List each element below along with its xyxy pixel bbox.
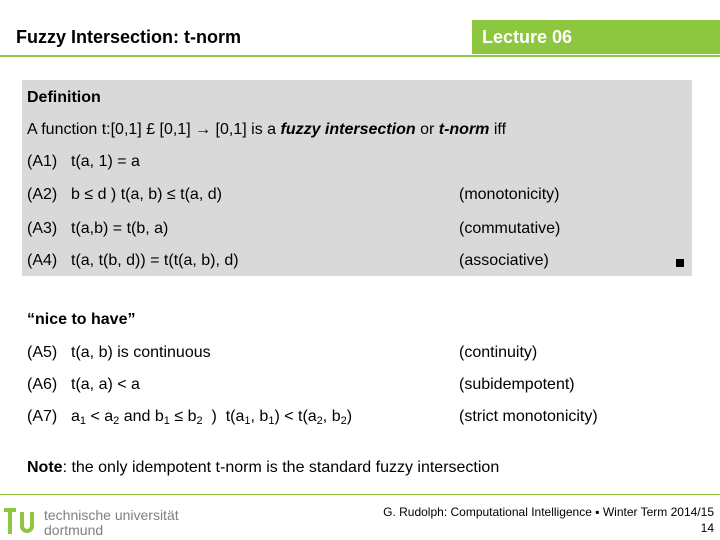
intro-prefix: A function t:[0,1] £ [0,1] → [0,1] is a — [27, 121, 281, 138]
axiom-formula-a3: t(a,b) = t(b, a) — [71, 220, 169, 237]
note-text: : the only idempotent t-norm is the standard fuzzy intersection — [62, 459, 500, 476]
axiom-label-a2: (A2) — [27, 186, 58, 203]
axiom-note-a3: (commutative) — [459, 220, 561, 237]
axiom-note-a2: (monotonicity) — [459, 186, 560, 203]
a7-part: ) t(a — [202, 408, 245, 425]
item-note-a6: (subidempotent) — [459, 376, 575, 393]
a7-sub: 2 — [196, 415, 203, 427]
item-formula-a6: t(a, a) < a — [71, 376, 140, 393]
university-name-line2: dortmund — [44, 522, 104, 538]
item-label-a5: (A5) — [27, 344, 58, 361]
axiom-formula-a1: t(a, 1) = a — [71, 153, 140, 170]
page-number: 14 — [700, 521, 714, 535]
item-note-a5: (continuity) — [459, 344, 538, 361]
intro-suffix: iff — [489, 121, 507, 138]
axiom-formula-a4: t(a, t(b, d)) = t(t(a, b), d) — [71, 252, 239, 269]
axiom-note-a4: (associative) — [459, 252, 549, 269]
item-label-a6: (A6) — [27, 376, 58, 393]
a7-part: , b — [322, 408, 341, 425]
a7-sub: 2 — [340, 415, 347, 427]
item-label-a7: (A7) — [27, 408, 58, 425]
a7-part: < a — [86, 408, 114, 425]
a7-sub: 2 — [316, 415, 323, 427]
a7-part: , b — [250, 408, 269, 425]
a7-part: a — [71, 408, 80, 425]
intro-mid: or — [415, 121, 439, 138]
a7-part: ) < t(a — [274, 408, 317, 425]
intro-term-fuzzy-intersection: fuzzy intersection — [280, 121, 416, 138]
qed-square-icon — [676, 259, 684, 267]
item-formula-a5: t(a, b) is continuous — [71, 344, 211, 361]
university-name-line1: technische universität — [44, 507, 179, 523]
definition-box — [22, 80, 692, 276]
footer-divider — [0, 494, 720, 495]
a7-sub: 1 — [79, 415, 87, 427]
item-formula-a7 — [71, 408, 352, 426]
definition-intro — [27, 121, 506, 139]
header-divider — [0, 55, 720, 57]
axiom-label-a3: (A3) — [27, 220, 58, 237]
axiom-label-a1: (A1) — [27, 153, 58, 170]
a7-sub: 1 — [163, 415, 170, 427]
intro-term-t-norm: t-norm — [438, 121, 490, 138]
nice-to-have-heading: “nice to have” — [27, 311, 136, 328]
a7-part: ) — [346, 408, 353, 425]
a7-part: and b — [119, 408, 164, 425]
axiom-formula-a2: b ≤ d ) t(a, b) ≤ t(a, d) — [71, 186, 222, 203]
a7-sub: 2 — [113, 415, 120, 427]
note-label: Note — [27, 459, 63, 476]
slide-title: Fuzzy Intersection: t-norm — [16, 27, 242, 47]
note-line — [27, 459, 499, 477]
tu-logo-icon — [2, 504, 40, 538]
axiom-label-a4: (A4) — [27, 252, 58, 269]
footer-credit: G. Rudolph: Computational Intelligence ▪ Winter Term 2014/15 — [383, 505, 714, 519]
a7-part: ≤ b — [169, 408, 197, 425]
lecture-label: Lecture 06 — [482, 27, 573, 47]
item-note-a7: (strict monotonicity) — [459, 408, 598, 425]
a7-sub: 1 — [268, 415, 275, 427]
definition-heading: Definition — [27, 89, 101, 106]
a7-sub: 1 — [244, 415, 251, 427]
